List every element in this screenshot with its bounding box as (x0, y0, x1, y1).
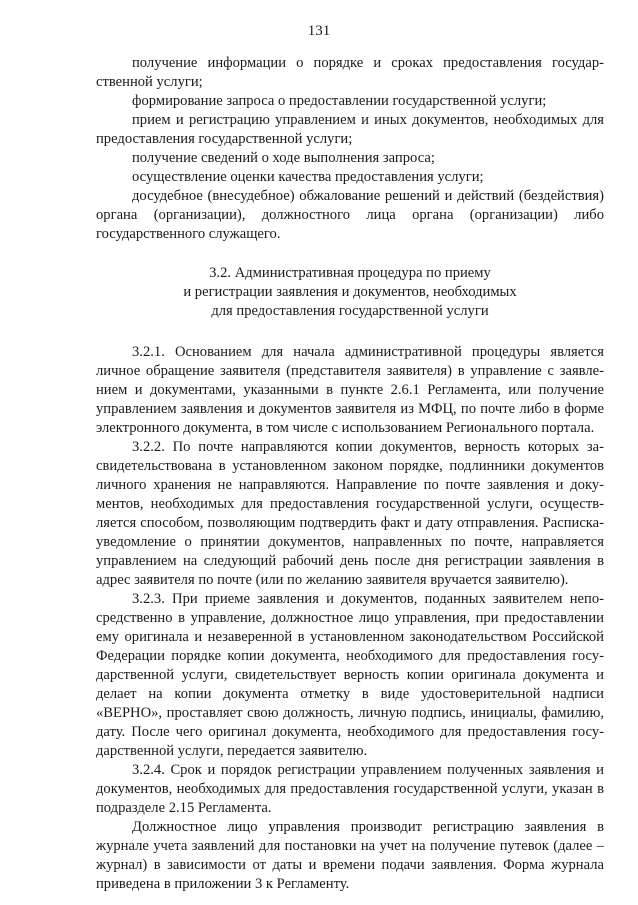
intro-item: досудебное (внесудебное) обжалование решений и действий (бездействия) органа (организации), должностного лица органа (организации) либо государственного служащего. (96, 188, 604, 242)
intro-item: прием и регистрацию управлением и иных документов, необходимых для предоставления государственной услуги; (96, 112, 604, 147)
paragraph-3-2-4: 3.2.4. Срок и порядок регистрации управлением полученных заявления и документов, необходимых для предоставления государственной услуги, указан в подразделе 2.15 Регламента. (96, 762, 604, 816)
paragraph-3-2-3: 3.2.3. При приеме заявления и документов, поданных заявителем непосредственно в управление, должностное лицо управления, при предоставлении ему оригинала и незаверенной в установленном законодательством Российской Федерации порядке копии документа, необходимого для предоставления государственной услуги, свидетельствует верность копии оригинала документа и делает на копии документа отметку в виде удостоверительной надписи «ВЕРНО», проставляет свою должность, личную подпись, инициалы, фамилию, дату. После чего оригинал документа, необходимого для предоставления государственной услуги, передается заявителю. (96, 591, 604, 759)
intro-item: получение информации о порядке и сроках предоставления государственной услуги; (96, 55, 604, 90)
section-heading-line: для предоставления государственной услуги (211, 303, 489, 319)
page-number: 131 (307, 23, 331, 39)
paragraph-3-2-1: 3.2.1. Основанием для начала административной процедуры является личное обращение заявителя (представителя заявителя) в управление с заявлением и документами, указанными в пункте 2.6.1 Регламента, или получение управлением заявления и документов заявителя из МФЦ, по почте либо в форме электронного документа, в том числе с использованием Регионального портала. (96, 344, 604, 436)
intro-item: формирование запроса о предоставлении государственной услуги; (132, 93, 547, 109)
paragraph-3-2-2: 3.2.2. По почте направляются копии документов, верность которых засвидетельствована в установленном законом порядке, подлинники документов личного хранения не направляются. Направление по почте заявления и документов, необходимых для предоставления государственной услуги, осуществляется способом, позволяющим подтвердить факт и дату отправления. Расписка-уведомление о принятии документов, направленных по почте, направляется управлением на следующий рабочий день после дня регистрации заявления в адрес заявителя по почте (или по желанию заявителя вручается заявителю). (96, 439, 604, 588)
intro-item: получение сведений о ходе выполнения запроса; (132, 150, 435, 166)
section-heading-line: 3.2. Административная процедура по приему (209, 265, 491, 281)
intro-item: осуществление оценки качества предоставления услуги; (132, 169, 484, 185)
section-heading (96, 264, 604, 321)
page-body (96, 54, 604, 894)
paragraph-registration: Должностное лицо управления производит регистрацию заявления в журнале учета заявлений для постановки на учет на получение путевок (далее – журнал) в зависимости от даты и времени подачи заявления. Форма журнала приведена в приложении 3 к Регламенту. (96, 819, 604, 892)
section-heading-line: и регистрации заявления и документов, необходимых (183, 284, 517, 300)
